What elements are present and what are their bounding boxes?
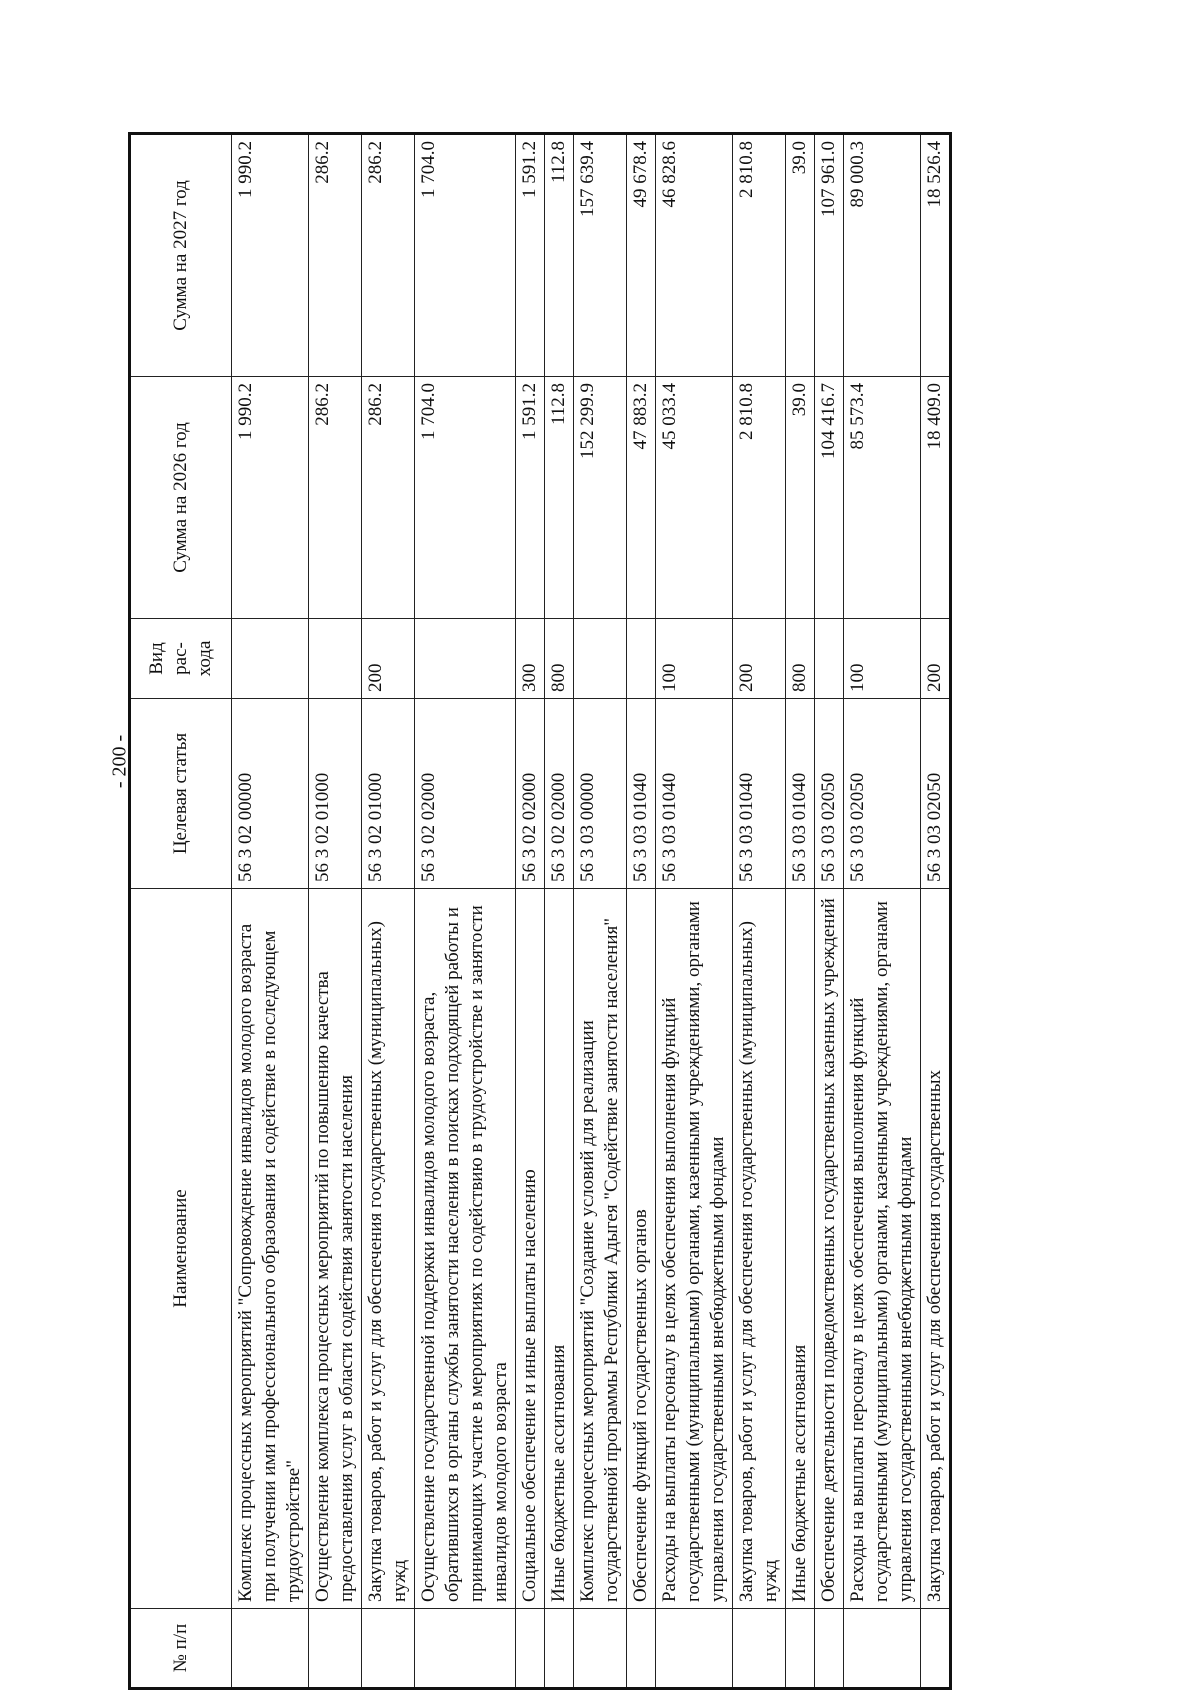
row-target: 56 3 03 02050 — [815, 699, 844, 889]
table-row — [844, 134, 921, 1689]
row-name: Осуществление государственной поддержки инвалидов молодого возраста, обратившихся в органы службы занятости населения в поисках подходящей работы и принимающих участие в мероприятиях по содействию в трудоустройстве и занятости инвалидов молодого возраста — [415, 889, 516, 1609]
table-header-row — [130, 134, 232, 1689]
row-target: 56 3 03 01040 — [627, 699, 656, 889]
row-sum-2026: 152 299.9 — [574, 377, 627, 619]
row-sum-2026: 85 573.4 — [844, 377, 921, 619]
row-sum-2026: 2 810.8 — [733, 377, 786, 619]
row-sum-2026: 112.8 — [545, 377, 574, 619]
row-kind — [815, 619, 844, 699]
row-sum-2027: 39.0 — [786, 134, 815, 377]
row-sum-2026: 47 883.2 — [627, 377, 656, 619]
row-target: 56 3 02 00000 — [232, 699, 309, 889]
row-index — [733, 1609, 786, 1689]
row-name: Комплекс процессных мероприятий "Сопровождение инвалидов молодого возраста при получении ими профессионального образования и содействие в последующем трудоустройстве" — [232, 889, 309, 1609]
row-name: Социальное обеспечение и иные выплаты населению — [516, 889, 545, 1609]
row-index — [627, 1609, 656, 1689]
row-target: 56 3 03 02050 — [844, 699, 921, 889]
row-target: 56 3 02 02000 — [415, 699, 516, 889]
row-sum-2027: 2 810.8 — [733, 134, 786, 377]
row-sum-2027: 286.2 — [309, 134, 362, 377]
row-target: 56 3 03 02050 — [921, 699, 951, 889]
row-kind: 200 — [733, 619, 786, 699]
row-kind — [627, 619, 656, 699]
row-sum-2026: 104 416.7 — [815, 377, 844, 619]
row-index — [545, 1609, 574, 1689]
row-sum-2027: 18 526.4 — [921, 134, 951, 377]
row-target: 56 3 02 02000 — [516, 699, 545, 889]
row-index — [309, 1609, 362, 1689]
row-sum-2027: 286.2 — [362, 134, 415, 377]
table-row — [362, 134, 415, 1689]
row-sum-2026: 286.2 — [309, 377, 362, 619]
row-kind: 200 — [921, 619, 951, 699]
budget-table — [128, 132, 952, 1690]
row-target: 56 3 02 01000 — [362, 699, 415, 889]
row-sum-2027: 157 639.4 — [574, 134, 627, 377]
row-name: Закупка товаров, работ и услуг для обеспечения государственных — [921, 889, 951, 1609]
row-sum-2027: 112.8 — [545, 134, 574, 377]
header-name: Наименование — [130, 889, 232, 1609]
rotated-table-wrapper — [128, 135, 1008, 1690]
page-number: - 200 - — [108, 734, 131, 789]
table-row — [733, 134, 786, 1689]
row-index — [232, 1609, 309, 1689]
table-row — [545, 134, 574, 1689]
row-sum-2027: 1 990.2 — [232, 134, 309, 377]
row-name: Осуществление комплекса процессных мероприятий по повышению качества предоставления услуг в области содействия занятости населения — [309, 889, 362, 1609]
row-sum-2027: 1 591.2 — [516, 134, 545, 377]
row-kind: 300 — [516, 619, 545, 699]
row-sum-2026: 1 704.0 — [415, 377, 516, 619]
row-name: Расходы на выплаты персоналу в целях обеспечения выполнения функций государственными (муниципальными) органами, казенными учреждениями, органами управления государственными внебюджетными фондами — [656, 889, 733, 1609]
row-kind: 100 — [844, 619, 921, 699]
row-sum-2026: 286.2 — [362, 377, 415, 619]
row-name: Иные бюджетные ассигнования — [786, 889, 815, 1609]
header-sum-2027: Сумма на 2027 год — [130, 134, 232, 377]
row-index — [574, 1609, 627, 1689]
table-row — [415, 134, 516, 1689]
row-kind: 800 — [545, 619, 574, 699]
row-index — [921, 1609, 951, 1689]
row-sum-2026: 1 591.2 — [516, 377, 545, 619]
table-row — [815, 134, 844, 1689]
row-kind — [232, 619, 309, 699]
row-sum-2027: 49 678.4 — [627, 134, 656, 377]
row-index — [415, 1609, 516, 1689]
row-target: 56 3 03 01040 — [786, 699, 815, 889]
row-kind: 200 — [362, 619, 415, 699]
row-name: Иные бюджетные ассигнования — [545, 889, 574, 1609]
row-kind: 800 — [786, 619, 815, 699]
row-target: 56 3 02 01000 — [309, 699, 362, 889]
header-target: Целевая статья — [130, 699, 232, 889]
row-index — [815, 1609, 844, 1689]
table-row — [627, 134, 656, 1689]
row-index — [516, 1609, 545, 1689]
table-row — [574, 134, 627, 1689]
row-sum-2026: 18 409.0 — [921, 377, 951, 619]
table-row — [232, 134, 309, 1689]
row-name: Комплекс процессных мероприятий "Создание условий для реализации государственной программы Республики Адыгея "Содействие занятости населения" — [574, 889, 627, 1609]
row-name: Закупка товаров, работ и услуг для обеспечения государственных (муниципальных) нужд — [733, 889, 786, 1609]
row-target: 56 3 03 00000 — [574, 699, 627, 889]
header-index: № п/п — [130, 1609, 232, 1689]
header-kind: Вид рас-хода — [130, 619, 232, 699]
row-kind: 100 — [656, 619, 733, 699]
row-kind — [309, 619, 362, 699]
row-kind — [574, 619, 627, 699]
row-sum-2027: 89 000.3 — [844, 134, 921, 377]
table-row — [516, 134, 545, 1689]
row-name: Обеспечение функций государственных органов — [627, 889, 656, 1609]
row-name: Закупка товаров, работ и услуг для обеспечения государственных (муниципальных) нужд — [362, 889, 415, 1609]
row-sum-2027: 107 961.0 — [815, 134, 844, 377]
table-row — [309, 134, 362, 1689]
row-name: Расходы на выплаты персоналу в целях обеспечения выполнения функций государственными (муниципальными) органами, казенными учреждениями, органами управления государственными внебюджетными фондами — [844, 889, 921, 1609]
row-sum-2026: 1 990.2 — [232, 377, 309, 619]
row-index — [656, 1609, 733, 1689]
row-target: 56 3 03 01040 — [733, 699, 786, 889]
table-row — [786, 134, 815, 1689]
row-kind — [415, 619, 516, 699]
row-target: 56 3 03 01040 — [656, 699, 733, 889]
row-name: Обеспечение деятельности подведомственных государственных казенных учреждений — [815, 889, 844, 1609]
row-sum-2027: 1 704.0 — [415, 134, 516, 377]
header-sum-2026: Сумма на 2026 год — [130, 377, 232, 619]
row-sum-2027: 46 828.6 — [656, 134, 733, 377]
row-sum-2026: 45 033.4 — [656, 377, 733, 619]
row-index — [786, 1609, 815, 1689]
row-target: 56 3 02 02000 — [545, 699, 574, 889]
row-index — [844, 1609, 921, 1689]
table-row — [656, 134, 733, 1689]
row-index — [362, 1609, 415, 1689]
row-sum-2026: 39.0 — [786, 377, 815, 619]
table-row — [921, 134, 951, 1689]
